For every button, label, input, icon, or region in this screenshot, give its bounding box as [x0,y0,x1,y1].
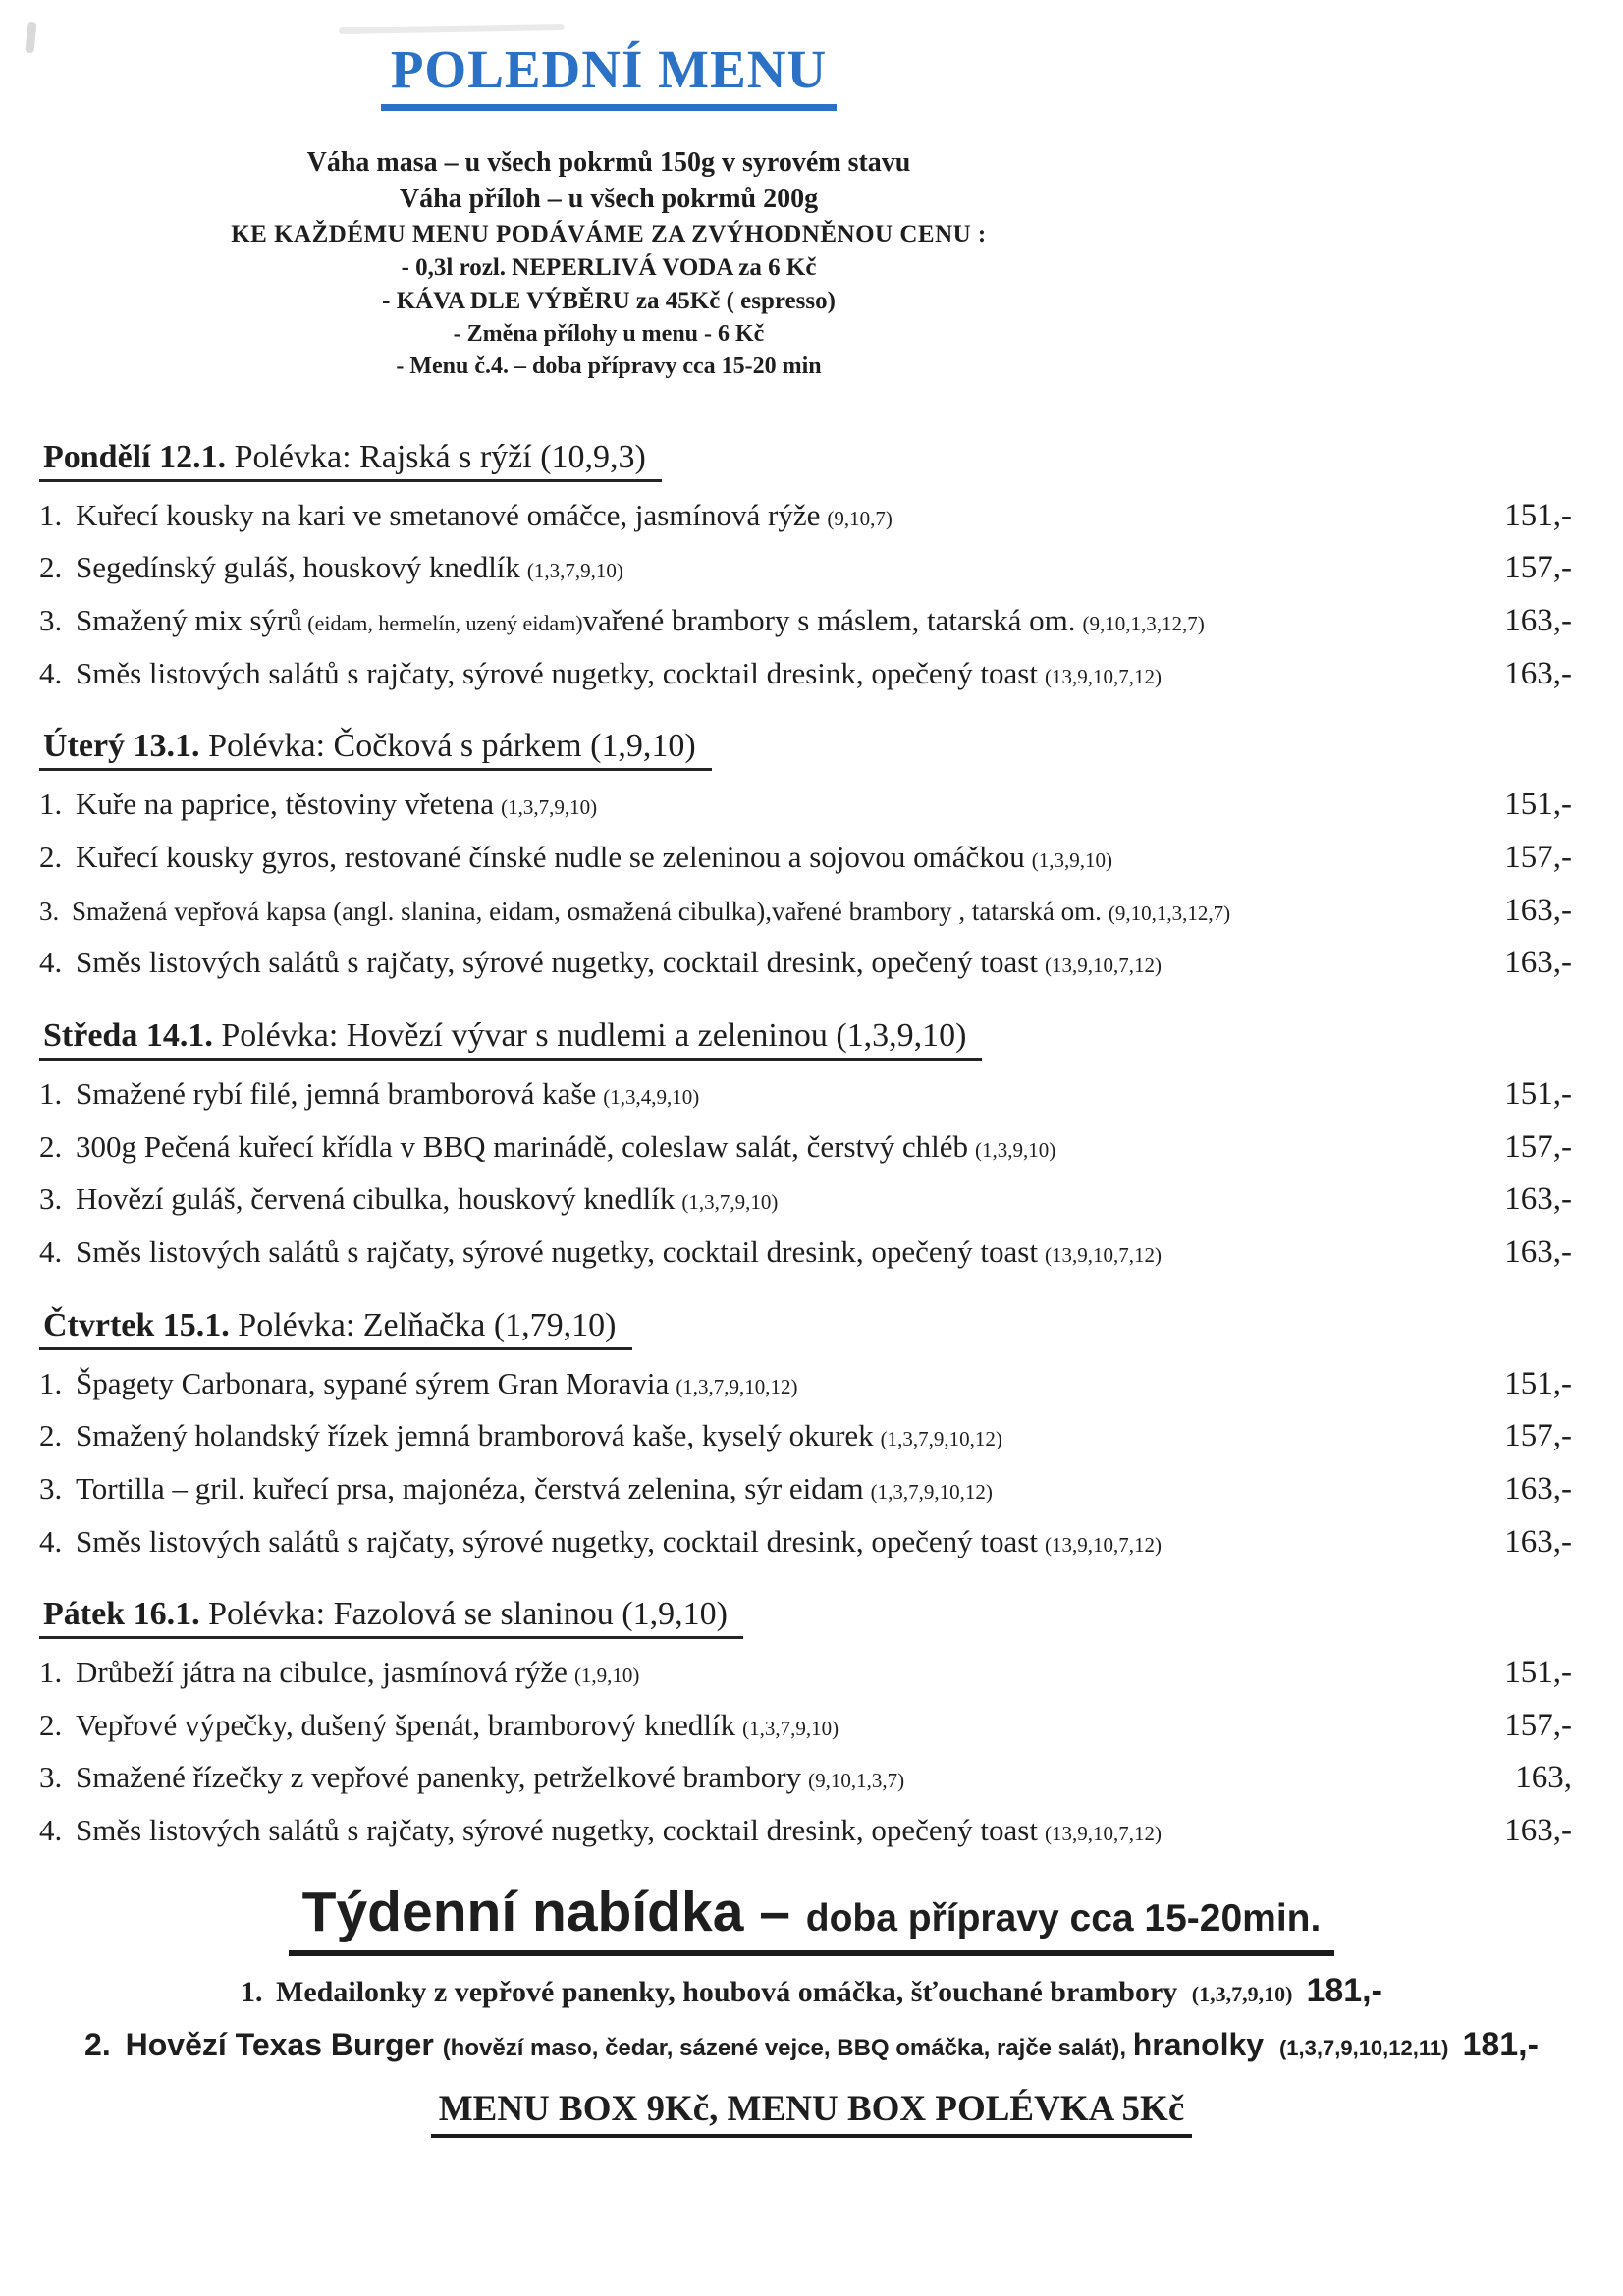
menu-item-row [39,1130,1572,1166]
item-price: 157,- [1504,1418,1572,1454]
item-name: Medailonky z vepřové panenky, houbová omáčka, šťouchané brambory [276,1975,1185,2008]
menu-item-text [39,1709,852,1741]
day-heading [39,727,712,771]
day-soup: Polévka: Zelňačka (1,79,10) [238,1306,617,1343]
item-number: 2. [39,1418,70,1453]
item-number: 4. [39,655,70,690]
item-allergens: (1,3,7,9,10) [501,795,598,820]
menu-item-row [39,841,1572,876]
item-allergens: (13,9,10,7,12) [1044,954,1162,978]
day-soup: Polévka: Hovězí vývar s nudlemi a zeleninou (1,3,9,10) [221,1016,967,1054]
item-detail: (eidam, hermelín, uzený eidam) [301,611,583,636]
menu-item-text [39,1472,1006,1504]
menu-item-text [39,1235,1175,1268]
item-allergens: (1,3,9,10) [1031,848,1113,873]
item-allergens: (1,3,7,9,10,12,11) [1278,2035,1449,2060]
menu-item-row [39,1656,1572,1691]
item-number: 3. [39,603,70,638]
note-menu4-time: - Menu č.4. – doba přípravy cca 15-20 min [396,353,822,379]
day-section [39,727,1572,981]
item-name: Směs listových salátů s rajčaty, sýrové nugetky, cocktail dresink, opečený toast [76,945,1038,980]
item-allergens: (9,10,1,3,7) [808,1769,905,1793]
item-name: Tortilla – gril. kuřecí prsa, majonéza, čerstvá zelenina, sýr eidam [76,1470,864,1505]
day-heading [39,438,662,482]
item-name: Segedínský guláš, houskový knedlík [76,550,520,585]
item-price: 163,- [1504,1233,1572,1270]
note-side-change: - Změna přílohy u menu - 6 Kč [453,320,765,347]
item-number: 2. [39,1707,70,1742]
item-price: 151,- [1504,1076,1572,1113]
item-name: Smažené rybí filé, jemná bramborová kaše [76,1076,597,1112]
item-name: Drůbeží játra na cibulce, jasmínová rýže [76,1655,568,1690]
item-name-cont: vařené brambory s máslem, tatarská om. [582,603,1076,638]
item-allergens: (1,3,9,10) [975,1137,1056,1162]
day-name: Pondělí 12.1. [43,438,235,475]
header-notes [0,146,1217,379]
item-allergens: (9,10,7) [827,506,893,530]
day-name: Středa 14.1. [43,1016,222,1054]
menu-item-row [39,499,1572,534]
item-number: 2. [39,1128,70,1164]
item-name: Hovězí guláš, červená cibulka, houskový knedlík [76,1181,676,1217]
item-number: 2. [39,840,70,875]
menu-item-row [39,1814,1572,1849]
item-price: 157,- [1504,1707,1572,1743]
menu-item-text [39,1130,1069,1163]
menu-item-text [39,1367,812,1399]
menu-item-text [39,1814,1175,1846]
item-name: Smažené řízečky z vepřové panenky, petrželkové brambory [76,1760,802,1795]
menu-item-text [39,1077,713,1110]
day-name: Úterý 13.1. [43,728,209,765]
day-heading [39,1595,743,1639]
item-allergens: (1,3,7,9,10,12) [870,1479,993,1503]
menu-item-text [39,1182,791,1215]
item-price: 181,- [1306,1971,1382,2009]
item-name: Hovězí Texas Burger [125,2026,443,2062]
menu-item-row [39,788,1572,823]
item-number: 4. [39,945,70,980]
item-allergens: (1,3,7,9,10,12) [880,1427,1002,1451]
item-number: 1. [241,1975,271,2008]
menu-box-price-note: MENU BOX 9Kč, MENU BOX POLÉVKA 5Kč [431,2088,1193,2138]
menu-item-text [39,657,1175,689]
item-number: 3. [39,1181,70,1217]
item-allergens: (1,3,7,9,10) [1191,1981,1293,2006]
menu-item-text [39,946,1175,978]
day-heading [39,1016,982,1061]
item-name: Smažený mix sýrů [76,603,302,638]
item-price: 157,- [1504,550,1572,586]
item-price: 163,- [1504,945,1572,981]
item-price: 163,- [1504,892,1572,928]
item-name-cont: hranolky [1132,2026,1272,2062]
item-number: 3. [39,1760,70,1795]
day-soup: Polévka: Čočková s párkem (1,9,10) [208,728,696,765]
day-heading [39,1306,632,1350]
item-allergens: (1,3,7,9,10,12) [676,1374,798,1398]
item-name: Kuře na paprice, těstoviny vřetena [76,787,495,822]
weekly-offer-section [0,1880,1623,2138]
menu-item-row [39,1709,1572,1744]
menu-item-row [39,1367,1572,1402]
note-coffee: - KÁVA DLE VÝBĚRU za 45Kč ( espresso) [382,287,836,314]
menu-item-text [39,551,637,583]
item-allergens: (13,9,10,7,12) [1044,1242,1162,1267]
item-number: 4. [39,1523,70,1558]
menu-item-text [39,898,1244,926]
item-price: 151,- [1504,497,1572,533]
note-offer-intro: KE KAŽDÉMU MENU PODÁVÁME ZA ZVÝHODNĚNOU CENU : [231,220,987,247]
weekly-offer-items [0,1972,1623,2064]
item-number: 2. [39,550,70,585]
item-name: 300g Pečená kuřecí křídla v BBQ marinádě, coleslaw salát, čerstvý chléb [76,1128,969,1164]
item-number: 1. [39,1655,70,1690]
item-number: 3. [39,896,66,926]
note-water: - 0,3l rozl. NEPERLIVÁ VODA za 6 Kč [401,253,817,281]
item-price: 151,- [1504,1655,1572,1691]
item-price: 163,- [1504,655,1572,691]
weekly-offer-heading [289,1880,1335,1956]
day-section [39,438,1572,692]
menu-item-row [39,1472,1572,1507]
item-price: 163,- [1504,603,1572,639]
item-name: Vepřové výpečky, dušený špenát, bramborový knedlík [76,1707,736,1742]
menu-item-row [39,946,1572,981]
day-name: Čtvrtek 15.1. [43,1306,239,1343]
item-allergens: (13,9,10,7,12) [1044,664,1162,688]
item-allergens: (9,10,1,3,12,7) [1082,612,1205,636]
weekly-offer-title: Týdenní nabídka – [301,1880,806,1943]
weekly-offer-subtitle: doba přípravy cca 15-20min. [805,1896,1322,1940]
day-section [39,1595,1572,1849]
item-number: 1. [39,787,70,822]
menu-header [0,0,1217,378]
day-soup: Polévka: Fazolová se slaninou (1,9,10) [208,1596,728,1633]
item-allergens: (1,3,4,9,10) [603,1085,700,1110]
menu-item-text [39,1525,1175,1558]
day-soup: Polévka: Rajská s rýží (10,9,3) [234,438,646,475]
item-price: 151,- [1504,787,1572,823]
item-price: 157,- [1504,1128,1572,1165]
item-allergens: (1,3,7,9,10) [681,1190,779,1215]
item-name: Kuřecí kousky na kari ve smetanové omáčce, jasmínová rýže [76,497,821,532]
menu-item-text [39,499,906,531]
menu-item-row [39,657,1572,692]
item-allergens: (13,9,10,7,12) [1044,1532,1162,1557]
menu-item-text [39,1419,1016,1451]
item-number: 3. [39,1470,70,1505]
menu-item-row [39,1419,1572,1454]
item-price: 181,- [1462,2025,1539,2063]
item-allergens: (1,9,10) [573,1664,640,1688]
item-number: 4. [39,1233,70,1269]
menu-item-row [39,551,1572,586]
menu-item-text [39,1761,918,1793]
page-title: POLEDNÍ MENU [381,41,837,111]
note-weight-sides: Váha příloh – u všech pokrmů 200g [399,183,819,214]
item-allergens: (9,10,1,3,12,7) [1108,901,1231,925]
item-price: 151,- [1504,1365,1572,1401]
item-name: Směs listových salátů s rajčaty, sýrové nugetky, cocktail dresink, opečený toast [76,655,1038,690]
item-allergens: (1,3,7,9,10) [526,559,623,583]
menu-item-row [39,1077,1572,1113]
item-name: Směs listových salátů s rajčaty, sýrové nugetky, cocktail dresink, opečený toast [76,1523,1038,1558]
menu-item-row [39,1182,1572,1218]
weekly-item-row [0,1972,1623,2010]
note-weight-meat: Váha masa – u všech pokrmů 150g v syrovém stavu [306,146,911,178]
item-name: Směs listových salátů s rajčaty, sýrové nugetky, cocktail dresink, opečený toast [76,1233,1038,1269]
item-detail: (hovězí maso, čedar, sázené vejce, BBQ omáčka, rajče salát), [442,2034,1133,2061]
menu-item-row [39,1235,1572,1271]
day-name: Pátek 16.1. [43,1596,209,1633]
item-name: Smažený holandský řízek jemná bramborová kaše, kyselý okurek [76,1418,874,1453]
item-number: 4. [39,1813,70,1848]
menu-item-row [39,604,1572,639]
item-price: 163,- [1504,1181,1572,1218]
menu-item-row [39,1761,1572,1796]
item-number: 1. [39,497,70,532]
item-number: 1. [39,1365,70,1400]
item-allergens: (1,3,7,9,10) [742,1716,839,1740]
menu-item-text [39,1656,653,1688]
item-number: 1. [39,1076,70,1112]
item-number: 2. [84,2026,120,2062]
day-section [39,1306,1572,1560]
menu-item-row [39,1525,1572,1560]
menu-item-text [39,841,1126,873]
menu-item-text [39,788,611,820]
daily-menu-sections [0,387,1623,1849]
item-name: Špagety Carbonara, sypané sýrem Gran Moravia [76,1365,670,1400]
weekly-item-row [0,2026,1623,2064]
menu-item-text [39,604,1218,636]
day-section [39,1016,1572,1271]
item-price: 157,- [1504,840,1572,876]
item-name: Kuřecí kousky gyros, restované čínské nudle se zeleninou a sojovou omáčkou [76,840,1025,875]
item-name: Směs listových salátů s rajčaty, sýrové nugetky, cocktail dresink, opečený toast [76,1813,1038,1848]
item-price: 163,- [1504,1813,1572,1849]
item-price: 163,- [1504,1523,1572,1559]
item-name: Smažená vepřová kapsa (angl. slanina, eidam, osmažená cibulka),vařené brambory , tatarská om. [72,896,1102,926]
menu-item-row [39,894,1572,929]
item-allergens: (13,9,10,7,12) [1044,1822,1162,1846]
item-price: 163,- [1504,1470,1572,1506]
item-price: 163, [1515,1760,1572,1796]
